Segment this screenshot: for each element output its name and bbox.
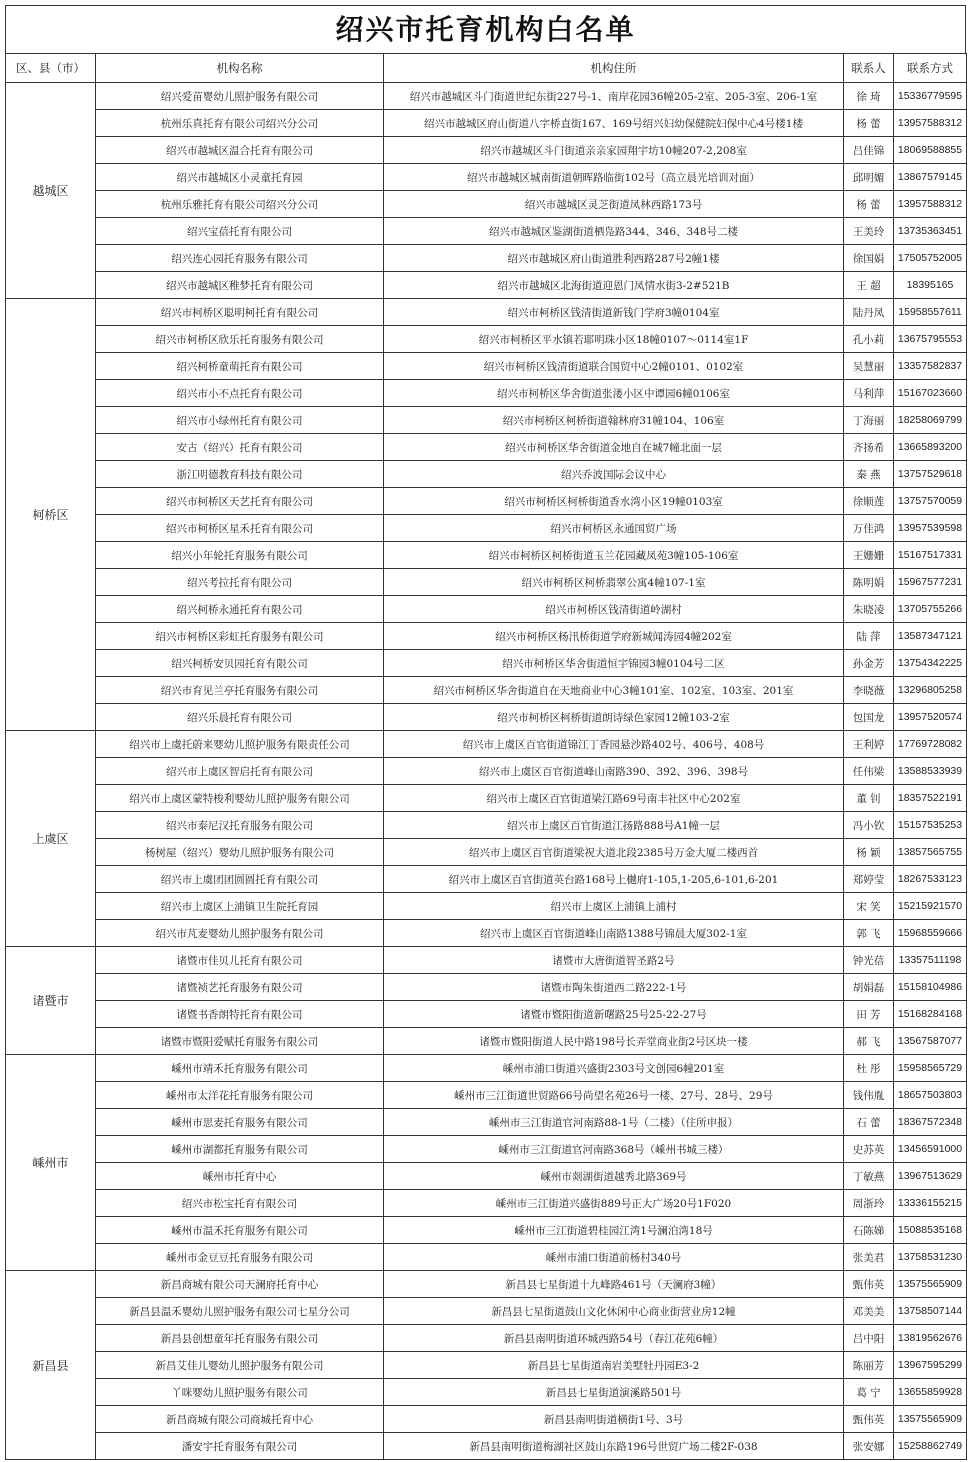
contact-person-cell: 吴慧丽	[844, 353, 894, 380]
contact-person-cell: 石陈娣	[844, 1217, 894, 1244]
header-phone: 联系方式	[894, 54, 967, 83]
phone-cell: 13967513629	[894, 1163, 967, 1190]
org-name-cell: 新昌商城有限公司商城托育中心	[96, 1406, 384, 1433]
org-name-cell: 绍兴市上虞区上浦镇卫生院托育园	[96, 893, 384, 920]
table-row	[6, 1325, 967, 1352]
phone-cell: 13567587077	[894, 1028, 967, 1055]
org-name-cell: 诸暨祯艺托育服务有限公司	[96, 974, 384, 1001]
phone-cell: 18267533123	[894, 866, 967, 893]
phone-cell: 15967577231	[894, 569, 967, 596]
org-name-cell: 绍兴市上虞托蔚来婴幼儿照护服务有限责任公司	[96, 731, 384, 758]
contact-person-cell: 董 钊	[844, 785, 894, 812]
contact-person-cell: 王利婷	[844, 731, 894, 758]
org-address-cell: 绍兴市越城区北海街道迎恩门凤情水街3-2#521B	[384, 272, 844, 299]
contact-person-cell: 吕中阳	[844, 1325, 894, 1352]
phone-cell: 18657503803	[894, 1082, 967, 1109]
contact-person-cell: 徐国娟	[844, 245, 894, 272]
phone-cell: 17769728082	[894, 731, 967, 758]
org-name-cell: 绍兴市越城区稚梦托育有限公司	[96, 272, 384, 299]
contact-person-cell: 邓美美	[844, 1298, 894, 1325]
contact-person-cell: 王 超	[844, 272, 894, 299]
phone-cell: 13575565909	[894, 1271, 967, 1298]
contact-person-cell: 陆丹凤	[844, 299, 894, 326]
table-row	[6, 1271, 967, 1298]
org-name-cell: 浙江明德教育科技有限公司	[96, 461, 384, 488]
org-address-cell: 新昌县七星街道演溪路501号	[384, 1379, 844, 1406]
header-district: 区、县（市）	[6, 54, 96, 83]
phone-cell: 18069588855	[894, 137, 967, 164]
phone-cell: 13587347121	[894, 623, 967, 650]
org-name-cell: 绍兴柯桥安贝园托育有限公司	[96, 650, 384, 677]
org-address-cell: 绍兴市柯桥区钱清街道联合国贸中心2幢0101、0102室	[384, 353, 844, 380]
phone-cell: 13456591000	[894, 1136, 967, 1163]
table-row	[6, 974, 967, 1001]
table-row	[6, 623, 967, 650]
contact-person-cell: 胡娟磊	[844, 974, 894, 1001]
org-address-cell: 绍兴市越城区斗门街道亲亲家园翔宇坊10幢207-2,208室	[384, 137, 844, 164]
table-row	[6, 461, 967, 488]
table-row	[6, 380, 967, 407]
org-name-cell: 绍兴宝蓓托育有限公司	[96, 218, 384, 245]
org-address-cell: 绍兴市越城区灵芝街道凤林西路173号	[384, 191, 844, 218]
org-address-cell: 绍兴市上虞区百官街道江扬路888号A1幢一层	[384, 812, 844, 839]
org-address-cell: 新昌县七星街道鼓山文化休闲中心商业街营业房12幢	[384, 1298, 844, 1325]
org-address-cell: 绍兴市柯桥区钱清街道岭湖村	[384, 596, 844, 623]
phone-cell: 13655859928	[894, 1379, 967, 1406]
phone-cell: 13967595299	[894, 1352, 967, 1379]
document-title: 绍兴市托育机构白名单	[5, 5, 966, 53]
org-address-cell: 新昌县南明街道环城西路54号（春江花苑6幢）	[384, 1325, 844, 1352]
district-cell: 新昌县	[6, 1271, 96, 1460]
contact-person-cell: 邱明媚	[844, 164, 894, 191]
table-row	[6, 272, 967, 299]
org-name-cell: 嵊州市托育中心	[96, 1163, 384, 1190]
org-address-cell: 绍兴市越城区府山街道八字桥直街167、169号绍兴妇幼保健院妇保中心4号楼1楼	[384, 110, 844, 137]
org-address-cell: 绍兴市柯桥区柯桥街道翰林府31幢104、106室	[384, 407, 844, 434]
contact-person-cell: 万佳鸿	[844, 515, 894, 542]
table-row	[6, 1217, 967, 1244]
org-name-cell: 绍兴柯桥永通托育有限公司	[96, 596, 384, 623]
org-name-cell: 新昌艾佳儿婴幼儿照护服务有限公司	[96, 1352, 384, 1379]
org-name-cell: 嵊州市湖都托育服务有限公司	[96, 1136, 384, 1163]
header-name: 机构名称	[96, 54, 384, 83]
contact-person-cell: 王美玲	[844, 218, 894, 245]
table-header-row	[6, 54, 967, 83]
phone-cell: 13957539598	[894, 515, 967, 542]
table-row	[6, 596, 967, 623]
table-row	[6, 407, 967, 434]
table-row	[6, 812, 967, 839]
table-row	[6, 1001, 967, 1028]
phone-cell: 13867579145	[894, 164, 967, 191]
phone-cell: 15157535253	[894, 812, 967, 839]
org-address-cell: 嵊州市剡湖街道越秀北路369号	[384, 1163, 844, 1190]
org-address-cell: 嵊州市三江街道官河南路88-1号（二楼）（住所申报）	[384, 1109, 844, 1136]
org-name-cell: 新昌县温禾婴幼儿照护服务有限公司七星分公司	[96, 1298, 384, 1325]
phone-cell: 18395165	[894, 272, 967, 299]
org-address-cell: 诸暨市大唐街道智圣路2号	[384, 947, 844, 974]
phone-cell: 13705755266	[894, 596, 967, 623]
org-name-cell: 绍兴乐晨托育有限公司	[96, 704, 384, 731]
org-address-cell: 绍兴市越城区鉴湖街道栖凫路344、346、348号二楼	[384, 218, 844, 245]
org-address-cell: 新昌县南明街道梅湖社区鼓山东路196号世贸广场二楼2F-038	[384, 1433, 844, 1460]
table-row	[6, 542, 967, 569]
contact-person-cell: 冯小钦	[844, 812, 894, 839]
org-address-cell: 绍兴市柯桥区杨汛桥街道学府新城闻涛园4幢202室	[384, 623, 844, 650]
document-page	[5, 5, 968, 1460]
org-name-cell: 绍兴市上虞区智启托育有限公司	[96, 758, 384, 785]
contact-person-cell: 孙金芳	[844, 650, 894, 677]
phone-cell: 15336779595	[894, 83, 967, 110]
table-row	[6, 704, 967, 731]
table-row	[6, 1082, 967, 1109]
district-cell: 柯桥区	[6, 299, 96, 731]
phone-cell: 15168284168	[894, 1001, 967, 1028]
phone-cell: 15958565729	[894, 1055, 967, 1082]
org-name-cell: 绍兴考拉托育有限公司	[96, 569, 384, 596]
table-row	[6, 758, 967, 785]
phone-cell: 13857565755	[894, 839, 967, 866]
org-address-cell: 嵊州市三江街道世贸路66号尚望名苑26号一楼、27号、28号、29号	[384, 1082, 844, 1109]
table-row	[6, 1028, 967, 1055]
org-address-cell: 嵊州市三江街道碧桂园江湾1号澜泊湾18号	[384, 1217, 844, 1244]
table-row	[6, 515, 967, 542]
org-name-cell: 绍兴市小绿州托育有限公司	[96, 407, 384, 434]
contact-person-cell: 杜 彤	[844, 1055, 894, 1082]
org-name-cell: 绍兴柯桥童萌托育有限公司	[96, 353, 384, 380]
org-address-cell: 嵊州市浦口街道兴盛街2303号文创园6幢201室	[384, 1055, 844, 1082]
table-row	[6, 947, 967, 974]
phone-cell: 13357511198	[894, 947, 967, 974]
org-address-cell: 嵊州市三江街道官河南路368号（嵊州书城三楼）	[384, 1136, 844, 1163]
contact-person-cell: 陈丽芳	[844, 1352, 894, 1379]
org-name-cell: 杭州乐真托育有限公司绍兴分公司	[96, 110, 384, 137]
table-row	[6, 137, 967, 164]
org-address-cell: 绍兴市上虞区百官街道锦江丁香园悬沙路402号、406号、408号	[384, 731, 844, 758]
org-address-cell: 绍兴市柯桥区华舍街道恒宇锦园3幢0104号二区	[384, 650, 844, 677]
table-row	[6, 488, 967, 515]
org-address-cell: 嵊州市三江街道兴盛街889号正大广场20号1F020	[384, 1190, 844, 1217]
org-name-cell: 嵊州市靖禾托育服务有限公司	[96, 1055, 384, 1082]
table-row	[6, 1109, 967, 1136]
org-name-cell: 绍兴小年轮托育服务有限公司	[96, 542, 384, 569]
org-address-cell: 新昌县七星街道南岩美墅牡丹园E3-2	[384, 1352, 844, 1379]
phone-cell: 13757529618	[894, 461, 967, 488]
contact-person-cell: 史苏英	[844, 1136, 894, 1163]
phone-cell: 15958557611	[894, 299, 967, 326]
table-row	[6, 569, 967, 596]
phone-cell: 13957588312	[894, 191, 967, 218]
phone-cell: 13735363451	[894, 218, 967, 245]
org-address-cell: 绍兴市越城区城南街道朝晖路临街102号（高立晨光培训对面）	[384, 164, 844, 191]
contact-person-cell: 甄伟英	[844, 1271, 894, 1298]
org-address-cell: 绍兴市上虞区百官街道英台路168号上樾府1-105,1-205,6-101,6-201	[384, 866, 844, 893]
district-cell: 嵊州市	[6, 1055, 96, 1271]
org-name-cell: 安古（绍兴）托育有限公司	[96, 434, 384, 461]
phone-cell: 13588533939	[894, 758, 967, 785]
org-name-cell: 绍兴连心园托育服务有限公司	[96, 245, 384, 272]
org-address-cell: 绍兴乔波国际会议中心	[384, 461, 844, 488]
contact-person-cell: 任伟梁	[844, 758, 894, 785]
table-row	[6, 1379, 967, 1406]
table-row	[6, 785, 967, 812]
table-row	[6, 353, 967, 380]
phone-cell: 15167023660	[894, 380, 967, 407]
table-row	[6, 1163, 967, 1190]
contact-person-cell: 吕佳锦	[844, 137, 894, 164]
table-row	[6, 1190, 967, 1217]
org-name-cell: 丫咪婴幼儿照护服务有限公司	[96, 1379, 384, 1406]
phone-cell: 15088535168	[894, 1217, 967, 1244]
contact-person-cell: 丁敏燕	[844, 1163, 894, 1190]
contact-person-cell: 田 芳	[844, 1001, 894, 1028]
contact-person-cell: 郝 飞	[844, 1028, 894, 1055]
phone-cell: 18367572348	[894, 1109, 967, 1136]
phone-cell: 18258069799	[894, 407, 967, 434]
org-address-cell: 绍兴市上虞区百官街道梁祝大道北段2385号万金大厦二楼西首	[384, 839, 844, 866]
phone-cell: 13357582837	[894, 353, 967, 380]
contact-person-cell: 甄伟英	[844, 1406, 894, 1433]
contact-person-cell: 杨 颖	[844, 839, 894, 866]
contact-person-cell: 周浙玲	[844, 1190, 894, 1217]
org-name-cell: 绍兴市上虞区蒙特梭利婴幼儿照护服务有限公司	[96, 785, 384, 812]
org-address-cell: 新昌县南明街道横街1号、3号	[384, 1406, 844, 1433]
table-row	[6, 1055, 967, 1082]
phone-cell: 13665893200	[894, 434, 967, 461]
org-address-cell: 绍兴市柯桥区钱清街道新钱门学府3幢0104室	[384, 299, 844, 326]
table-row	[6, 83, 967, 110]
table-row	[6, 731, 967, 758]
contact-person-cell: 宋 笑	[844, 893, 894, 920]
phone-cell: 13819562676	[894, 1325, 967, 1352]
contact-person-cell: 郭 飞	[844, 920, 894, 947]
contact-person-cell: 包国龙	[844, 704, 894, 731]
org-name-cell: 潘安宇托育服务有限公司	[96, 1433, 384, 1460]
org-address-cell: 绍兴市越城区府山街道胜利西路287号2幢1楼	[384, 245, 844, 272]
org-name-cell: 新昌商城有限公司天澜府托育中心	[96, 1271, 384, 1298]
phone-cell: 13754342225	[894, 650, 967, 677]
district-cell: 诸暨市	[6, 947, 96, 1055]
org-address-cell: 嵊州市浦口街道前杨村340号	[384, 1244, 844, 1271]
table-row	[6, 920, 967, 947]
contact-person-cell: 钟光蓓	[844, 947, 894, 974]
org-name-cell: 嵊州市思麦托育服务有限公司	[96, 1109, 384, 1136]
org-address-cell: 诸暨市暨阳街道新曙路25号25-22-27号	[384, 1001, 844, 1028]
phone-cell: 13757570059	[894, 488, 967, 515]
org-name-cell: 诸暨市佳贝儿托育有限公司	[96, 947, 384, 974]
phone-cell: 13957588312	[894, 110, 967, 137]
org-address-cell: 绍兴市柯桥区华舍街道张溇小区中谭园6幢0106室	[384, 380, 844, 407]
org-name-cell: 绍兴市小不点托育有限公司	[96, 380, 384, 407]
org-name-cell: 绍兴市芃麦婴幼儿照护服务有限公司	[96, 920, 384, 947]
phone-cell: 15968559666	[894, 920, 967, 947]
org-name-cell: 嵊州市金豆豆托育服务有限公司	[96, 1244, 384, 1271]
contact-person-cell: 郑婷莹	[844, 866, 894, 893]
phone-cell: 13758531230	[894, 1244, 967, 1271]
org-address-cell: 绍兴市柯桥区柯桥街道朗诗绿色家园12幢103-2室	[384, 704, 844, 731]
org-name-cell: 杭州乐雅托育有限公司绍兴分公司	[96, 191, 384, 218]
phone-cell: 13957520574	[894, 704, 967, 731]
table-row	[6, 326, 967, 353]
phone-cell: 13575565909	[894, 1406, 967, 1433]
table-row	[6, 1433, 967, 1460]
org-name-cell: 绍兴爱苗婴幼儿照护服务有限公司	[96, 83, 384, 110]
contact-person-cell: 徐顺莲	[844, 488, 894, 515]
org-name-cell: 绍兴市松宝托育有限公司	[96, 1190, 384, 1217]
table-row	[6, 434, 967, 461]
contact-person-cell: 齐扬希	[844, 434, 894, 461]
org-address-cell: 绍兴市柯桥区华舍街道金地自在城7幢北面一层	[384, 434, 844, 461]
contact-person-cell: 杨 蕾	[844, 191, 894, 218]
table-row	[6, 1244, 967, 1271]
phone-cell: 15158104986	[894, 974, 967, 1001]
table-row	[6, 299, 967, 326]
org-address-cell: 绍兴市柯桥区柯桥街道香水湾小区19幢0103室	[384, 488, 844, 515]
org-address-cell: 新昌县七星街道十九峰路461号（天澜府3幢）	[384, 1271, 844, 1298]
org-name-cell: 绍兴市柯桥区聪明柯托育有限公司	[96, 299, 384, 326]
org-name-cell: 诸暨书香朗特托育有限公司	[96, 1001, 384, 1028]
table-row	[6, 650, 967, 677]
contact-person-cell: 陆 萍	[844, 623, 894, 650]
phone-cell: 15215921570	[894, 893, 967, 920]
org-name-cell: 杨树屋（绍兴）婴幼儿照护服务有限公司	[96, 839, 384, 866]
district-cell: 越城区	[6, 83, 96, 299]
contact-person-cell: 杨 蕾	[844, 110, 894, 137]
org-address-cell: 诸暨市陶朱街道西二路222-1号	[384, 974, 844, 1001]
header-contact: 联系人	[844, 54, 894, 83]
contact-person-cell: 王姗姗	[844, 542, 894, 569]
contact-person-cell: 李晓薇	[844, 677, 894, 704]
contact-person-cell: 秦 燕	[844, 461, 894, 488]
whitelist-table	[5, 53, 967, 1460]
contact-person-cell: 丁海丽	[844, 407, 894, 434]
table-row	[6, 191, 967, 218]
org-name-cell: 绍兴市上虞团团圆圆托育有限公司	[96, 866, 384, 893]
table-row	[6, 839, 967, 866]
org-name-cell: 绍兴市育见兰亭托育服务有限公司	[96, 677, 384, 704]
org-name-cell: 绍兴市柯桥区星禾托育有限公司	[96, 515, 384, 542]
phone-cell: 15167517331	[894, 542, 967, 569]
org-address-cell: 绍兴市柯桥区平水镇若耶明珠小区18幢0107～0114室1F	[384, 326, 844, 353]
org-address-cell: 绍兴市柯桥区柯桥街道玉兰花园藏凤苑3幢105-106室	[384, 542, 844, 569]
org-name-cell: 诸暨市暨阳爱赋托育服务有限公司	[96, 1028, 384, 1055]
table-row	[6, 1298, 967, 1325]
table-row	[6, 110, 967, 137]
table-row	[6, 1136, 967, 1163]
org-name-cell: 绍兴市柯桥区欣乐托育服务有限公司	[96, 326, 384, 353]
org-name-cell: 绍兴市柯桥区彩虹托育服务有限公司	[96, 623, 384, 650]
contact-person-cell: 马利萍	[844, 380, 894, 407]
contact-person-cell: 孔小莉	[844, 326, 894, 353]
org-address-cell: 诸暨市暨阳街道人民中路198号长弄堂商业街2号区块一楼	[384, 1028, 844, 1055]
org-address-cell: 绍兴市柯桥区华舍街道自在天地商业中心3幢101室、102室、103室、201室	[384, 677, 844, 704]
contact-person-cell: 朱晓凌	[844, 596, 894, 623]
org-address-cell: 绍兴市上虞区上浦镇上浦村	[384, 893, 844, 920]
org-address-cell: 绍兴市上虞区百官街道峰山南路1388号锦晨大厦302-1室	[384, 920, 844, 947]
org-name-cell: 绍兴市柯桥区天艺托育有限公司	[96, 488, 384, 515]
table-row	[6, 893, 967, 920]
org-address-cell: 绍兴市柯桥区柯桥翡翠公寓4幢107-1室	[384, 569, 844, 596]
contact-person-cell: 葛 宁	[844, 1379, 894, 1406]
table-row	[6, 1352, 967, 1379]
phone-cell: 18357522191	[894, 785, 967, 812]
org-name-cell: 绍兴市越城区小灵童托育园	[96, 164, 384, 191]
phone-cell: 13296805258	[894, 677, 967, 704]
phone-cell: 13675795553	[894, 326, 967, 353]
phone-cell: 15258862749	[894, 1433, 967, 1460]
org-address-cell: 绍兴市柯桥区永通国贸广场	[384, 515, 844, 542]
org-address-cell: 绍兴市越城区斗门街道世纪东街227号-1、南岸花园36幢205-2室、205-3室、206-1室	[384, 83, 844, 110]
org-name-cell: 嵊州市温禾托育服务有限公司	[96, 1217, 384, 1244]
table-row	[6, 245, 967, 272]
header-address: 机构住所	[384, 54, 844, 83]
phone-cell: 13336155215	[894, 1190, 967, 1217]
table-row	[6, 1406, 967, 1433]
contact-person-cell: 徐 琦	[844, 83, 894, 110]
org-name-cell: 新昌县创想童年托育服务有限公司	[96, 1325, 384, 1352]
contact-person-cell: 钱伟胤	[844, 1082, 894, 1109]
table-row	[6, 164, 967, 191]
contact-person-cell: 陈明娟	[844, 569, 894, 596]
district-cell: 上虞区	[6, 731, 96, 947]
phone-cell: 13758507144	[894, 1298, 967, 1325]
org-name-cell: 嵊州市太洋花托育服务有限公司	[96, 1082, 384, 1109]
table-row	[6, 677, 967, 704]
contact-person-cell: 张安娜	[844, 1433, 894, 1460]
contact-person-cell: 石 蕾	[844, 1109, 894, 1136]
org-address-cell: 绍兴市上虞区百官街道梁江路69号南丰社区中心202室	[384, 785, 844, 812]
table-row	[6, 218, 967, 245]
table-row	[6, 866, 967, 893]
phone-cell: 17505752005	[894, 245, 967, 272]
org-address-cell: 绍兴市上虞区百官街道峰山南路390、392、396、398号	[384, 758, 844, 785]
org-name-cell: 绍兴市越城区温合托育有限公司	[96, 137, 384, 164]
contact-person-cell: 张美君	[844, 1244, 894, 1271]
org-name-cell: 绍兴市泰尼汉托育服务有限公司	[96, 812, 384, 839]
table-body	[6, 83, 967, 1460]
